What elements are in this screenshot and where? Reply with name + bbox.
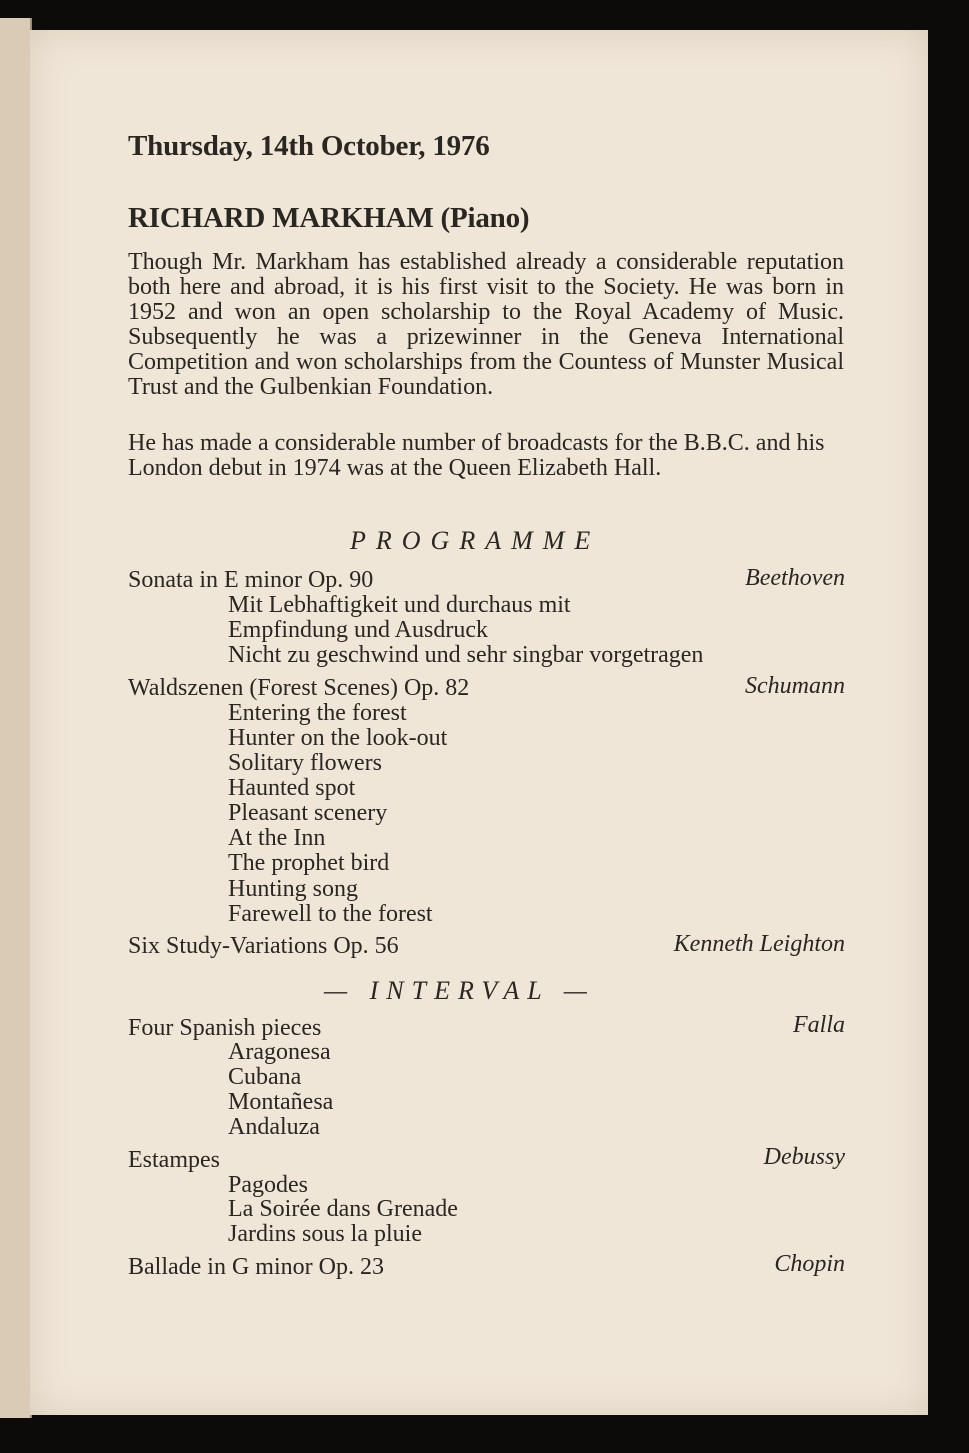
movement: Hunting song	[228, 876, 359, 902]
interval-heading: — INTERVAL —	[324, 976, 595, 1005]
programme-page	[30, 30, 928, 1415]
performer-name: RICHARD MARKHAM (Piano)	[128, 202, 530, 234]
movement: Montañesa	[228, 1089, 334, 1115]
work-title: Six Study-Variations Op. 56	[128, 933, 399, 959]
movement: Empfindung und Ausdruck	[228, 617, 488, 643]
movement: Pleasant scenery	[228, 800, 388, 826]
movement: Hunter on the look-out	[228, 725, 448, 751]
movement: Mit Lebhaftigkeit und durchaus mit	[228, 592, 571, 618]
movement: Pagodes	[228, 1172, 308, 1198]
composer: Beethoven	[745, 565, 845, 591]
movement: Cubana	[228, 1064, 302, 1090]
movement: Entering the forest	[228, 700, 407, 726]
composer: Kenneth Leighton	[673, 931, 845, 957]
movement: Aragonesa	[228, 1039, 331, 1065]
composer: Schumann	[745, 673, 845, 699]
work-title: Estampes	[128, 1147, 220, 1173]
work-title: Four Spanish pieces	[128, 1015, 322, 1041]
movement: Jardins sous la pluie	[228, 1221, 422, 1247]
programme-heading: PROGRAMME	[350, 526, 601, 555]
movement: Farewell to the forest	[228, 901, 433, 927]
movement: La Soirée dans Grenade	[228, 1196, 458, 1222]
composer: Falla	[793, 1012, 845, 1038]
concert-date: Thursday, 14th October, 1976	[128, 130, 490, 162]
composer: Debussy	[763, 1144, 845, 1170]
bio-paragraph-2: He has made a considerable number of broadcasts for the B.B.C. and his London debut in 1974 was at the Queen Elizabeth Hall.	[128, 430, 825, 481]
movement: Haunted spot	[228, 775, 356, 801]
movement: The prophet bird	[228, 850, 390, 876]
bio-paragraph-1: Though Mr. Markham has established already a considerable reputation both here and abroad, it is his first visit to the Society. He was born in 1952 and won an open scholarship to the Royal Academy of Music. Subsequently he was a prizewinner in the Geneva International Competition and won scholarships from the Countess of Munster Musical Trust and the Gulbenkian Foundation.	[128, 249, 844, 400]
movement: At the Inn	[228, 825, 326, 851]
movement: Nicht zu geschwind und sehr singbar vorgetragen	[228, 642, 704, 668]
composer: Chopin	[774, 1251, 845, 1277]
work-title: Waldszenen (Forest Scenes) Op. 82	[128, 675, 470, 701]
movement: Solitary flowers	[228, 750, 382, 776]
work-title: Ballade in G minor Op. 23	[128, 1254, 384, 1280]
work-title: Sonata in E minor Op. 90	[128, 567, 374, 593]
movement: Andaluza	[228, 1114, 320, 1140]
book-spine	[0, 18, 32, 1418]
